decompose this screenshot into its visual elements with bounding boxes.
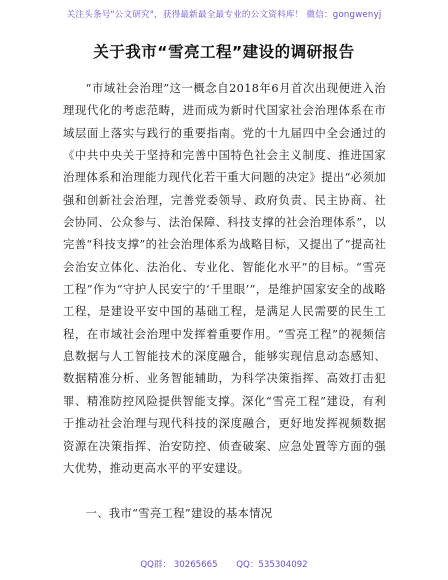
header-promo-note: 关注头条号"公文研究"，获得最新最全最专业的公文资料库！ 微信：gongwenyj — [66, 10, 382, 20]
document-title: 关于我市“雪亮工程”建设的调研报告 — [93, 43, 355, 61]
footer-qq-group: QQ群： 30265665 — [140, 560, 218, 570]
section-heading: 一、我市“雪亮工程”建设的基本情况 — [85, 507, 273, 520]
footer-contact — [0, 558, 448, 570]
footer-qq: QQ：535304092 — [236, 560, 308, 570]
body-paragraph: “市域社会治理”这一概念自2018年6月首次出现便进入治理现代化的考虑范畴，进而成为新时代国家社会治理体系在市域层面上落实与践行的重要指南。党的十九届四中全会通过的《中共中央关于坚持和完善中国特色社会主义制度、推进国家治理体系和治理能力现代化若干重大问题的决定》提出“必须加强和创新社会治理，完善党委领导、政府负责、民主协商、社会协同、公众参与、法治保障、科技支撑的社会治理体系”，以完善“科技支撑”的社会治理体系为战略目标，又提出了“提高社会治安立体化、法治化、专业化、智能化水平”的目标。“雪亮工程”作为“守护人民安宁的‘千里眼’”，是维护国家安全的战略工程，是建设平安中国的基础工程，是满足人民需要的民生工程，在市域社会治理中发挥着重要作用。“雪亮工程”的视频信息数据与人工智能技术的深度融合，能够实现信息动态感知、数据精准分析、业务智能辅助，为科学决策指挥、高效打击犯罪、精准防控风险提供智能支撑。深化“雪亮工程”建设，有利于推动社会治理与现代科技的深度融合，更好地发挥视频数据资源在决策指挥、治安防控、侦查破案、应急处置等方面的强大优势，推动更高水平的平安建设。 — [63, 82, 386, 475]
